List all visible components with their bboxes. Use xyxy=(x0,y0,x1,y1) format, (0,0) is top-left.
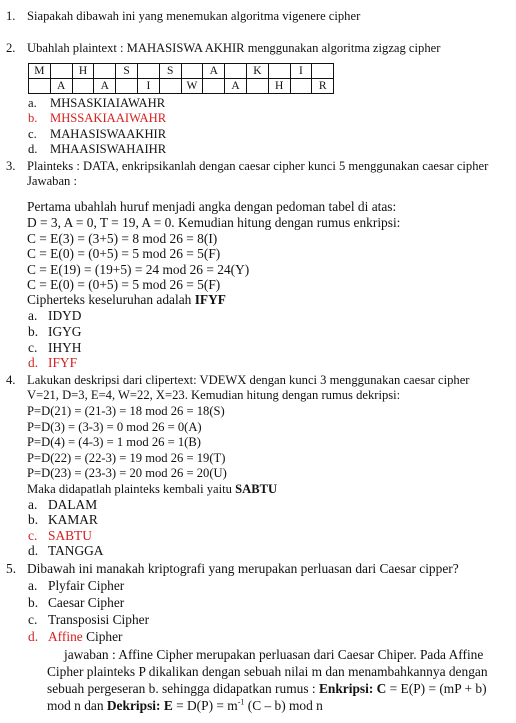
q5-option-a-letter: a. xyxy=(28,578,38,593)
grid-cell xyxy=(181,64,203,79)
q5-option-b: Caesar Cipher xyxy=(48,595,125,610)
q5-dec-prefix: mod n dan xyxy=(47,698,107,713)
q2-text: Ubahlah plaintext : MAHASISWA AKHIR menggunakan algoritma zigzag cipher xyxy=(27,41,441,55)
q5-option-c: Transposisi Cipher xyxy=(48,612,150,627)
grid-cell xyxy=(137,64,159,79)
q1-text: Siapakah dibawah ini yang menemukan algoritma vigenere cipher xyxy=(27,9,361,23)
q4-number: 4. xyxy=(6,373,16,387)
q2-option-c-letter: c. xyxy=(28,127,37,141)
grid-cell: I xyxy=(290,64,312,79)
q3-option-d-correct: IFYF xyxy=(48,355,78,370)
q4-option-c-letter: c. xyxy=(28,528,38,543)
q5-explanation-line: Cipher plainteks P dikalikan dengan sebuah nilai m dan menambahkannya dengan xyxy=(47,664,488,679)
grid-cell xyxy=(246,79,268,94)
grid-cell: A xyxy=(203,64,225,79)
q3-line: Pertama ubahlah huruf menjadi angka dengan pedoman tabel di atas: xyxy=(27,199,397,214)
q4-line: P=D(22) = (22-3) = 19 mod 26 = 19(T) xyxy=(27,451,226,465)
q5-option-a: Plyfair Cipher xyxy=(48,578,125,593)
grid-cell: S xyxy=(116,64,138,79)
zigzag-row-bottom xyxy=(29,79,334,94)
grid-cell xyxy=(29,79,51,94)
grid-cell: A xyxy=(225,79,247,94)
q3-line: C = E(3) = (3+5) = 8 mod 26 = 8(I) xyxy=(27,231,218,246)
zigzag-row-top xyxy=(29,64,334,79)
grid-cell xyxy=(203,79,225,94)
q4-result-summary xyxy=(27,481,277,497)
q3-line: C = E(0) = (0+5) = 5 mod 26 = 5(F) xyxy=(27,246,221,261)
q3-line: D = 3, A = 0, T = 19, A = 0. Kemudian hitung dengan rumus enkripsi: xyxy=(27,215,401,230)
q5-option-d-suffix: Cipher xyxy=(82,629,123,644)
q3-cipher-result: IFYF xyxy=(194,292,226,307)
grid-cell: I xyxy=(137,79,159,94)
grid-cell: K xyxy=(246,64,268,79)
q3-option-d-letter: d. xyxy=(28,355,39,370)
q4-option-d: TANGGA xyxy=(48,543,104,558)
q5-dec-formula-a: = D(P) = m xyxy=(172,698,238,713)
q4-option-b-letter: b. xyxy=(28,512,39,527)
grid-cell xyxy=(94,64,116,79)
q5-option-c-letter: c. xyxy=(28,612,38,627)
q3-answer-label: Jawaban : xyxy=(27,174,78,188)
grid-cell xyxy=(72,79,94,94)
q3-option-a-letter: a. xyxy=(28,308,38,323)
grid-cell: S xyxy=(159,64,181,79)
q5-number: 5. xyxy=(6,561,17,576)
q5-explanation-text: sebuah pergeseran b. sehingga didapatkan rumus : xyxy=(47,681,319,696)
q2-option-a: MHSASKIAIAWAHR xyxy=(50,96,166,110)
grid-cell xyxy=(290,79,312,94)
q4-line: P=D(23) = (23-3) = 20 mod 26 = 20(U) xyxy=(27,466,227,480)
q3-number: 3. xyxy=(6,159,16,173)
q4-line: P=D(3) = (3-3) = 0 mod 26 = 0(A) xyxy=(27,420,202,434)
q2-option-d: MHAASISWAHAIHR xyxy=(50,142,167,156)
q4-result-prefix: Maka didapatlah plainteks kembali yaitu xyxy=(27,482,236,496)
q5-dec-e: E xyxy=(163,698,173,713)
q3-line: C = E(19) = (19+5) = 24 mod 26 = 24(Y) xyxy=(27,262,250,277)
zigzag-grid xyxy=(28,63,334,94)
q3-line: C = E(0) = (0+5) = 5 mod 26 = 5(F) xyxy=(27,277,221,292)
q5-enc-formula: = E(P) = (mP + b) xyxy=(386,681,487,696)
q5-option-d-word: Affine xyxy=(48,629,83,644)
q5-explanation-line: jawaban : Affine Cipher merupakan perluasan dari Caesar Chiper. Pada Affine xyxy=(64,647,484,662)
grid-cell xyxy=(312,64,334,79)
q4-result: SABTU xyxy=(235,482,278,496)
q5-text: Dibawah ini manakah kriptografi yang merupakan perluasan dari Caesar cipper? xyxy=(27,561,459,576)
q5-option-b-letter: b. xyxy=(28,595,39,610)
q3-text: Plainteks : DATA, enkripsikanlah dengan caesar cipher kunci 5 menggunakan caesar cipher xyxy=(27,159,489,173)
q4-option-a-letter: a. xyxy=(28,497,38,512)
q4-line: P=D(4) = (4-3) = 1 mod 26 = 1(B) xyxy=(27,435,201,449)
q3-option-b-letter: b. xyxy=(28,324,39,339)
grid-cell xyxy=(225,64,247,79)
q5-dec-formula-b: (C – b) mod n xyxy=(244,698,323,713)
q2-option-b-letter: b. xyxy=(28,111,38,125)
q2-option-a-letter: a. xyxy=(28,96,37,110)
grid-cell xyxy=(50,64,72,79)
q4-option-d-letter: d. xyxy=(28,543,39,558)
q2-number: 2. xyxy=(6,41,16,55)
q4-option-c-correct: SABTU xyxy=(48,528,92,543)
q1-number: 1. xyxy=(6,9,16,23)
q3-cipher-prefix: Cipherteks keseluruhan adalah xyxy=(27,292,195,307)
q3-option-b: IGYG xyxy=(48,324,82,339)
grid-cell: H xyxy=(268,79,290,94)
grid-cell xyxy=(268,64,290,79)
q5-encryption-formula xyxy=(47,681,487,697)
grid-cell xyxy=(159,79,181,94)
grid-cell: H xyxy=(72,64,94,79)
grid-cell: M xyxy=(29,64,51,79)
q3-option-c: IHYH xyxy=(48,340,82,355)
q4-text: Lakukan deskripsi dari clipertext: VDEWX dengan kunci 3 menggunakan caesar cipher xyxy=(27,373,470,387)
q5-decryption-formula xyxy=(47,698,323,714)
grid-cell: A xyxy=(94,79,116,94)
grid-cell: R xyxy=(312,79,334,94)
q4-option-a: DALAM xyxy=(48,497,98,512)
q2-option-c: MAHASISWAAKHIR xyxy=(50,127,167,141)
q5-option-d-correct xyxy=(48,629,123,645)
q4-option-b: KAMAR xyxy=(48,512,98,527)
q4-line: P=D(21) = (21-3) = 18 mod 26 = 18(S) xyxy=(27,404,225,418)
q5-enc-c: C xyxy=(376,681,387,696)
q5-dec-sup: -1 xyxy=(237,697,245,707)
grid-cell xyxy=(116,79,138,94)
q3-option-c-letter: c. xyxy=(28,340,38,355)
q5-enc-label: Enkripsi: xyxy=(318,681,374,696)
q2-option-d-letter: d. xyxy=(28,142,38,156)
grid-cell: A xyxy=(50,79,72,94)
q4-line: V=21, D=3, E=4, W=22, X=23. Kemudian hitung dengan rumus dekripsi: xyxy=(27,388,401,402)
q3-cipher-summary xyxy=(27,292,226,308)
q5-option-d-letter: d. xyxy=(28,629,39,644)
q5-dec-label: Dekripsi: xyxy=(106,698,161,713)
q3-option-a: IDYD xyxy=(48,308,82,323)
grid-cell: W xyxy=(181,79,203,94)
q2-option-b-correct: MHSSAKIAAIWAHR xyxy=(50,111,167,125)
